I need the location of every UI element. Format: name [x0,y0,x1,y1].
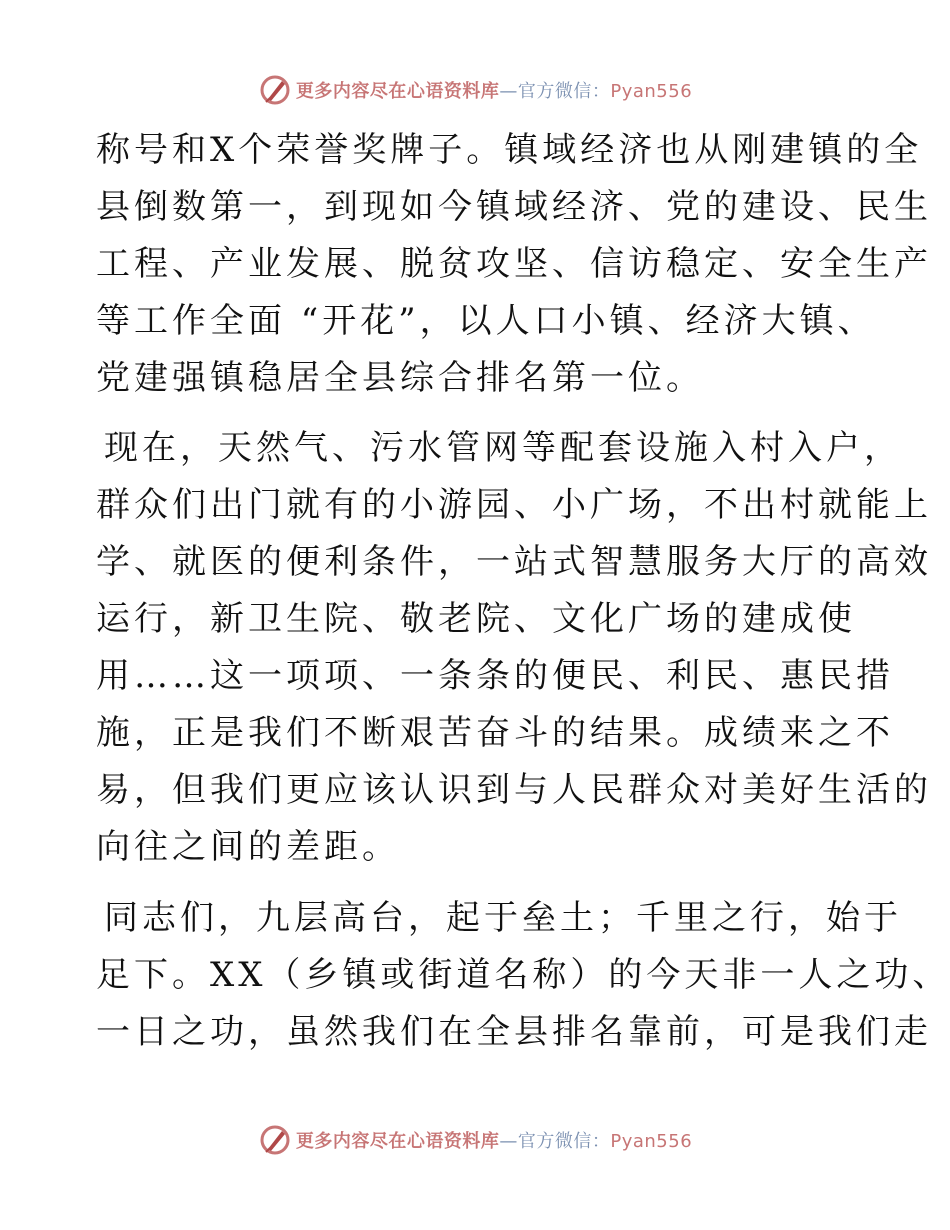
text-line: 称号和X个荣誉奖牌子。镇域经济也从刚建镇的全 [96,130,923,170]
watermark-main: 更多内容尽在心语资料库 [295,81,500,102]
text-line: 学、就医的便利条件，一站式智慧服务大厅的高效 [96,542,932,582]
watermark-sub: —官方微信： [499,1131,611,1152]
watermark-text [296,77,692,103]
header-watermark [0,70,950,110]
text-line: 易，但我们更应该认识到与人民群众对美好生活的 [96,770,932,810]
text-line: 等工作全面 “开花”，以人口小镇、经济大镇、 [96,301,876,341]
text-line: 同志们，九层高台，起于垒土；千里之行，始于 [104,898,902,938]
text-line: 用……这一项项、一条条的便民、利民、惠民措 [96,656,894,696]
watermark-main: 更多内容尽在心语资料库 [295,1131,500,1152]
document-body [96,122,950,1061]
paragraph-1 [96,122,932,407]
text-line: 一日之功，虽然我们在全县排名靠前，可是我们走 [96,1012,932,1052]
text-line: 运行，新卫生院、敬老院、文化广场的建成使 [96,599,856,639]
text-line: 群众们出门就有的小游园、小广场，不出村就能上 [96,485,932,525]
paragraph-3 [96,890,950,1061]
watermark-text [296,1127,692,1153]
text-line: 现在，天然气、污水管网等配套设施入村入户， [104,428,902,468]
text-line: 足下。XX（乡镇或街道名称）的今天非一人之功、 [96,955,950,995]
watermark-id: Pyan556 [610,81,693,102]
watermark-id: Pyan556 [610,1131,693,1152]
text-line: 党建强镇稳居全县综合排名第一位。 [96,358,704,398]
watermark-sub: —官方微信： [499,81,611,102]
text-line: 工程、产业发展、脱贫攻坚、信访稳定、安全生产 [96,244,932,284]
text-line: 向往之间的差距。 [96,827,400,867]
quill-pen-circle-icon [258,1123,292,1157]
text-line: 县倒数第一，到现如今镇域经济、党的建设、民生 [96,187,932,227]
quill-pen-circle-icon [258,73,292,107]
text-line: 施，正是我们不断艰苦奋斗的结果。成绩来之不 [96,713,894,753]
paragraph-2 [96,420,932,876]
footer-watermark [0,1120,950,1160]
